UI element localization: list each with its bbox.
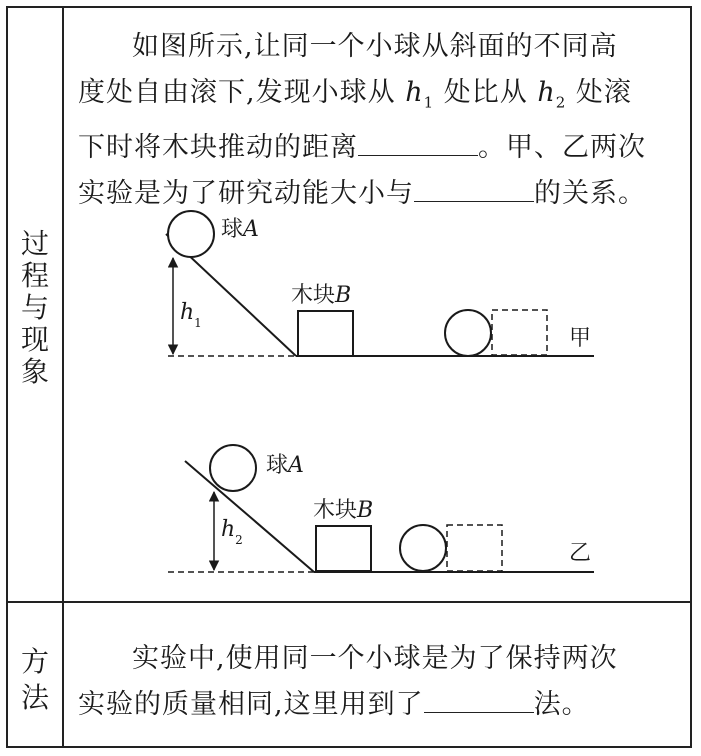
method-paragraph — [78, 636, 683, 728]
height-label: $h_1$ — [180, 300, 202, 330]
method-label-char: 法 — [20, 681, 49, 714]
ball-a — [168, 211, 214, 257]
block-final-position — [447, 525, 502, 571]
block-final-position — [492, 310, 547, 355]
answer-blank-method[interactable] — [424, 688, 534, 713]
block-b — [298, 311, 353, 356]
ball-final-position — [445, 310, 491, 356]
question-text: 的关系。 — [534, 178, 646, 210]
method-text: 法。 — [533, 689, 590, 720]
block-label: 木块B — [291, 283, 352, 308]
question-text: 如图所示,让同一个小球从斜面的不同高 — [132, 31, 618, 62]
h1-variable: $h_1$ — [405, 77, 435, 112]
process-label-char: 现 — [20, 323, 49, 356]
question-text: 。甲、乙两次 — [478, 132, 646, 164]
figure-tag: 甲 — [569, 326, 592, 351]
question-text: 处滚 — [575, 77, 632, 108]
block-b — [316, 526, 371, 571]
h2-variable: $h_2$ — [537, 77, 567, 112]
ball-label: 球A — [221, 217, 259, 242]
ball-a — [210, 445, 256, 491]
method-line — [78, 636, 683, 682]
process-label-char: 与 — [20, 291, 49, 324]
process-label-char: 过 — [20, 227, 49, 260]
process-label-char: 象 — [20, 355, 49, 388]
method-line — [78, 682, 683, 728]
question-text: 实验是为了研究动能大小与 — [78, 178, 414, 210]
block-label: 木块B — [313, 498, 374, 523]
ball-label: 球A — [266, 453, 304, 478]
figure-tag: 乙 — [569, 541, 592, 566]
ball-final-position — [400, 525, 446, 571]
method-text: 实验的质量相同,这里用到了 — [78, 689, 424, 720]
height-label: $h_2$ — [221, 517, 243, 547]
method-label-char: 方 — [20, 645, 49, 678]
question-text: 处比从 — [443, 77, 528, 108]
process-label-char: 程 — [20, 259, 49, 292]
figure-yi — [168, 445, 594, 572]
figure-jia — [166, 211, 594, 356]
question-text: 下时将木块推动的距离 — [78, 132, 358, 164]
question-text: 度处自由滚下,发现小球从 — [78, 77, 396, 108]
method-text: 实验中,使用同一个小球是为了保持两次 — [132, 643, 618, 674]
